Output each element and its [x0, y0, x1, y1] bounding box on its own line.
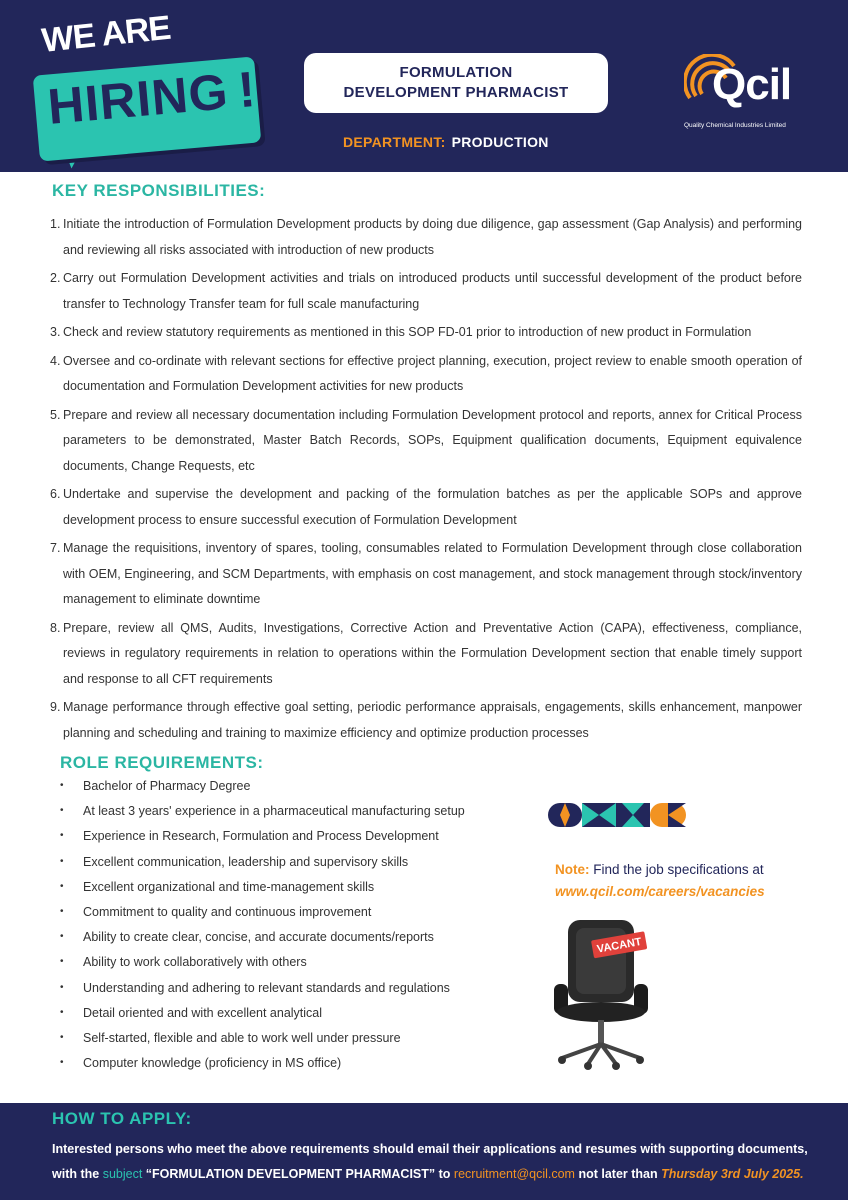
responsibility-number: 3. [50, 325, 61, 339]
requirement-item [60, 951, 520, 976]
job-title-box [304, 53, 608, 113]
requirement-text: Computer knowledge (proficiency in MS office) [83, 1056, 342, 1071]
bullet-icon: • [60, 780, 64, 791]
requirement-text: Detail oriented and with excellent analytical [83, 1005, 323, 1020]
responsibility-number: 6. [50, 487, 61, 501]
responsibility-item [50, 320, 802, 346]
responsibility-item [50, 616, 802, 693]
key-responsibilities-heading: KEY RESPONSIBILITIES: [52, 181, 266, 200]
responsibility-text: Prepare, review all QMS, Audits, Investigations, Corrective Action and Preventative Action (CAPA), effectiveness, compliance, reviews in regulatory requirements in relation to operations within the Formulation Development section that enable timely support and response to all CFT requirements [63, 620, 802, 686]
apply-instructions [52, 1137, 812, 1187]
apply-subject-word: subject [102, 1167, 143, 1181]
responsibility-number: 4. [50, 353, 61, 368]
responsibility-text: Carry out Formulation Development activities and trials on introduced products until successful development of the product before transfer to Technology Transfer team for full scale manufacturing [63, 271, 802, 311]
header-banner [0, 0, 848, 172]
responsibility-text: Undertake and supervise the development and packing of the formulation batches as per the applicable SOPs and approve development process to ensure successful execution of Formulation Development [63, 487, 802, 527]
requirement-text: Ability to work collaboratively with others [83, 955, 307, 970]
requirement-item [60, 977, 520, 1002]
bullet-icon: • [60, 855, 64, 867]
decorative-pattern-icon [548, 800, 688, 830]
requirement-text: Ability to create clear, concise, and accurate documents/reports [83, 930, 434, 945]
bullet-icon: • [60, 1031, 64, 1043]
responsibility-item [50, 695, 802, 746]
responsibilities-list [50, 212, 802, 749]
requirement-item [60, 851, 520, 876]
apply-text-intro: Interested persons who meet the above requirements should email their applications and resumes with supporting documents, with the [52, 1142, 808, 1181]
qcil-logo [684, 54, 814, 134]
responsibility-item [50, 349, 802, 400]
bullet-icon: • [60, 981, 64, 993]
logo-subtitle: Quality Chemical Industries Limited [684, 122, 786, 129]
responsibility-number: 5. [50, 407, 61, 422]
requirement-item [60, 1052, 520, 1077]
requirement-text: Understanding and adhering to relevant standards and regulations [83, 980, 450, 995]
bullet-icon: • [60, 1006, 64, 1018]
vacant-sign-text: VACANT [596, 935, 643, 956]
apply-to-word: to [438, 1167, 451, 1181]
responsibility-number: 2. [50, 271, 61, 285]
job-title-line-2: DEVELOPMENT PHARMACIST [343, 84, 569, 101]
responsibility-text: Initiate the introduction of Formulation Development products by doing due diligence, gap assessment (Gap Analysis) and performing and reviewing all risks associated with introduction of new products [63, 217, 802, 257]
apply-subject-value: “FORMULATION DEVELOPMENT PHARMACIST” [145, 1167, 436, 1181]
role-requirements-heading: ROLE REQUIREMENTS: [60, 753, 264, 772]
we-are-hiring-badge [30, 8, 270, 172]
requirement-item [60, 1027, 520, 1052]
bullet-icon: • [60, 1057, 64, 1069]
responsibility-text: Manage the requisitions, inventory of spares, tooling, consumables related to Formulation Development through close collaboration with OEM, Engineering, and SCM Departments, with emphasis on cost management, and stock management through stock/inventory management to eliminate downtime [63, 541, 802, 606]
requirement-text: Self-started, flexible and able to work well under pressure [83, 1030, 401, 1045]
responsibility-number: 9. [50, 700, 61, 714]
responsibility-item [50, 403, 802, 480]
bullet-icon: • [60, 805, 64, 817]
responsibility-number: 8. [50, 620, 61, 635]
department-label: DEPARTMENT: [343, 134, 446, 150]
requirement-item [60, 1002, 520, 1027]
recruitment-email-link[interactable]: recruitment@qcil.com [453, 1167, 575, 1181]
requirement-text: Commitment to quality and continuous improvement [83, 904, 372, 919]
how-to-apply-heading: HOW TO APPLY: [52, 1109, 192, 1128]
apply-deadline-text: not later than [578, 1167, 658, 1181]
bullet-icon: • [60, 880, 64, 892]
exclamation-mark: ! [235, 60, 259, 119]
apply-deadline-date: Thursday 3rd July 2025. [661, 1167, 804, 1181]
requirement-item [60, 775, 520, 800]
requirement-text: Excellent communication, leadership and supervisory skills [83, 854, 409, 869]
responsibility-item [50, 212, 802, 263]
requirement-item [60, 800, 520, 825]
bullet-icon: • [60, 830, 64, 842]
note-label: Note: [555, 862, 590, 877]
responsibility-number: 1. [50, 217, 61, 231]
we-are-text: WE ARE [39, 8, 172, 61]
requirement-item [60, 926, 520, 951]
job-title-line-1: FORMULATION [399, 64, 513, 81]
vacancies-url-link[interactable]: www.qcil.com/careers/vacancies [555, 884, 765, 899]
department [343, 134, 549, 150]
requirement-text: Bachelor of Pharmacy Degree [83, 779, 251, 793]
requirement-item [60, 876, 520, 901]
requirement-text: Excellent organizational and time-management skills [83, 879, 375, 894]
requirements-list [60, 775, 520, 1077]
responsibility-text: Oversee and co-ordinate with relevant sections for effective project planning, execution, project review to enable smooth operation of documentation and Formulation Development activities for new products [63, 353, 802, 393]
note-text [555, 862, 764, 877]
responsibility-text: Prepare and review all necessary documentation including Formulation Development protocol and reports, annex for Critical Process parameters to be demonstrated, Master Batch Records, SOPs, Equipment qualification documents, Equipment equivalence documents, Change Requests, etc [63, 407, 802, 473]
hiring-word: HIRING [45, 63, 231, 135]
requirement-text: At least 3 years' experience in a pharmaceutical manufacturing setup [83, 804, 465, 819]
requirement-text: Experience in Research, Formulation and Process Development [83, 829, 439, 844]
bullet-icon: • [60, 956, 64, 968]
responsibility-text: Manage performance through effective goal setting, periodic performance appraisals, engagements, skills enhancement, manpower planning and scheduling and training to maximize efficiency and optimize production processes [63, 700, 802, 740]
responsibility-item [50, 536, 802, 613]
department-value: PRODUCTION [451, 134, 549, 150]
bullet-icon: • [60, 931, 64, 943]
responsibility-text: Check and review statutory requirements as mentioned in this SOP FD-01 prior to introduction of new product in Formulation [63, 325, 752, 339]
note-body: Find the job specifications at [593, 862, 764, 877]
bullet-icon: • [60, 905, 64, 917]
vacant-chair-icon [548, 912, 658, 1072]
requirement-item [60, 825, 520, 850]
responsibility-item [50, 266, 802, 317]
how-to-apply-footer [0, 1103, 848, 1200]
logo-wordmark: Qcil [712, 60, 792, 109]
responsibility-number: 7. [50, 541, 61, 555]
requirement-item [60, 901, 520, 926]
responsibility-item [50, 482, 802, 533]
